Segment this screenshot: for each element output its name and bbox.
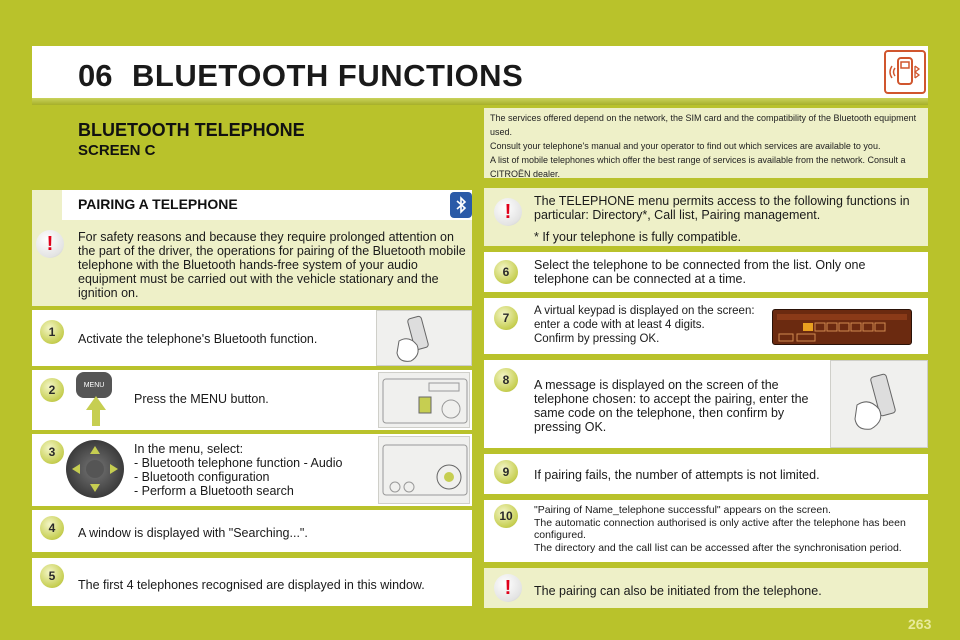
virtual-keypad-screen [772, 309, 912, 345]
info-line: Consult your telephone's manual and your operator to find out which services are available to you. [490, 141, 881, 151]
step-3-line: - Bluetooth configuration [134, 470, 270, 484]
step-badge: 2 [40, 378, 64, 402]
step-7-line: Confirm by pressing OK. [534, 333, 660, 345]
step-6-text: Select the telephone to be connected from the list. Only one telephone can be connected at a time. [534, 258, 866, 286]
section-subtitle: SCREEN C [78, 142, 156, 159]
step-badge: 6 [494, 260, 518, 284]
step-3-text [134, 442, 342, 498]
menu-button-icon: MENU [76, 372, 112, 398]
page-title: BLUETOOTH FUNCTIONS [132, 58, 524, 93]
step-5-text: The first 4 telephones recognised are displayed in this window. [78, 578, 425, 592]
step-1-text: Activate the telephone's Bluetooth function. [78, 332, 318, 346]
audio-unit-illustration [378, 372, 470, 428]
info-line: The services offered depend on the network, the SIM card and the compatibility of the Bluetooth equipment used. [490, 113, 917, 137]
step-3-line: - Bluetooth telephone function - Audio [134, 456, 343, 470]
section-title: BLUETOOTH TELEPHONE [78, 120, 305, 140]
step-badge: 9 [494, 460, 518, 484]
pairing-title: PAIRING A TELEPHONE [78, 196, 238, 212]
step-2-text: Press the MENU button. [134, 392, 269, 406]
safety-text: For safety reasons and because they require prolonged attention on the part of the driver, the operations for pairing of the Bluetooth mobile telephone with the Bluetooth hands-free system of your audio equipment must be carried out with the vehicle stationary and the ignition on. [78, 230, 466, 300]
step-7-line: A virtual keypad is displayed on the screen: [534, 305, 755, 317]
bottom-note-text: The pairing can also be initiated from the telephone. [534, 584, 822, 598]
step-badge: 10 [494, 504, 518, 528]
step-badge: 1 [40, 320, 64, 344]
step-4-text: A window is displayed with "Searching...". [78, 526, 308, 540]
warning-icon: ! [494, 198, 522, 226]
header-underline [32, 98, 928, 105]
bluetooth-icon [450, 192, 472, 218]
info-line: A list of mobile telephones which offer the best range of services is available from the network. Consult a CITROËN dealer. [490, 155, 906, 179]
hand-phone-illustration [830, 360, 928, 448]
step-8-text: A message is displayed on the screen of the telephone chosen: to accept the pairing, enter the same code on the telephone, then confirm by pressing OK. [534, 378, 809, 434]
audio-unit-illustration [378, 436, 470, 504]
chapter-number: 06 [78, 58, 113, 93]
step-10-line: "Pairing of Name_telephone successful" appears on the screen. [534, 504, 831, 516]
step-7-line: enter a code with at least 4 digits. [534, 319, 705, 331]
page-number: 263 [908, 616, 932, 632]
step-10-line: The automatic connection authorised is only active after the telephone has been configured. [534, 516, 906, 541]
navigation-wheel-icon [66, 440, 124, 498]
step-3-line: - Perform a Bluetooth search [134, 484, 294, 498]
step-badge: 3 [40, 440, 64, 464]
step-badge: 7 [494, 306, 518, 330]
arrow-shaft [92, 410, 100, 426]
step-7-text [534, 304, 766, 346]
phone-bluetooth-icon [884, 50, 926, 94]
step-9-text: If pairing fails, the number of attempts is not limited. [534, 468, 820, 482]
warning-icon: ! [494, 574, 522, 602]
arrow-up-icon [86, 396, 106, 410]
warning-icon: ! [36, 230, 64, 258]
hand-phone-illustration [376, 310, 472, 366]
telephone-menu-text: The TELEPHONE menu permits access to the following functions in particular: Directory*, Call list, Pairing management. [534, 194, 910, 222]
step-badge: 5 [40, 564, 64, 588]
footnote-text: * If your telephone is fully compatible. [534, 230, 742, 244]
step-10-text [534, 504, 922, 554]
step-badge: 8 [494, 368, 518, 392]
step-10-line: The directory and the call list can be accessed after the synchronisation period. [534, 541, 902, 554]
services-info-box [484, 108, 928, 178]
step-3-line: In the menu, select: [134, 442, 244, 456]
step-badge: 4 [40, 516, 64, 540]
